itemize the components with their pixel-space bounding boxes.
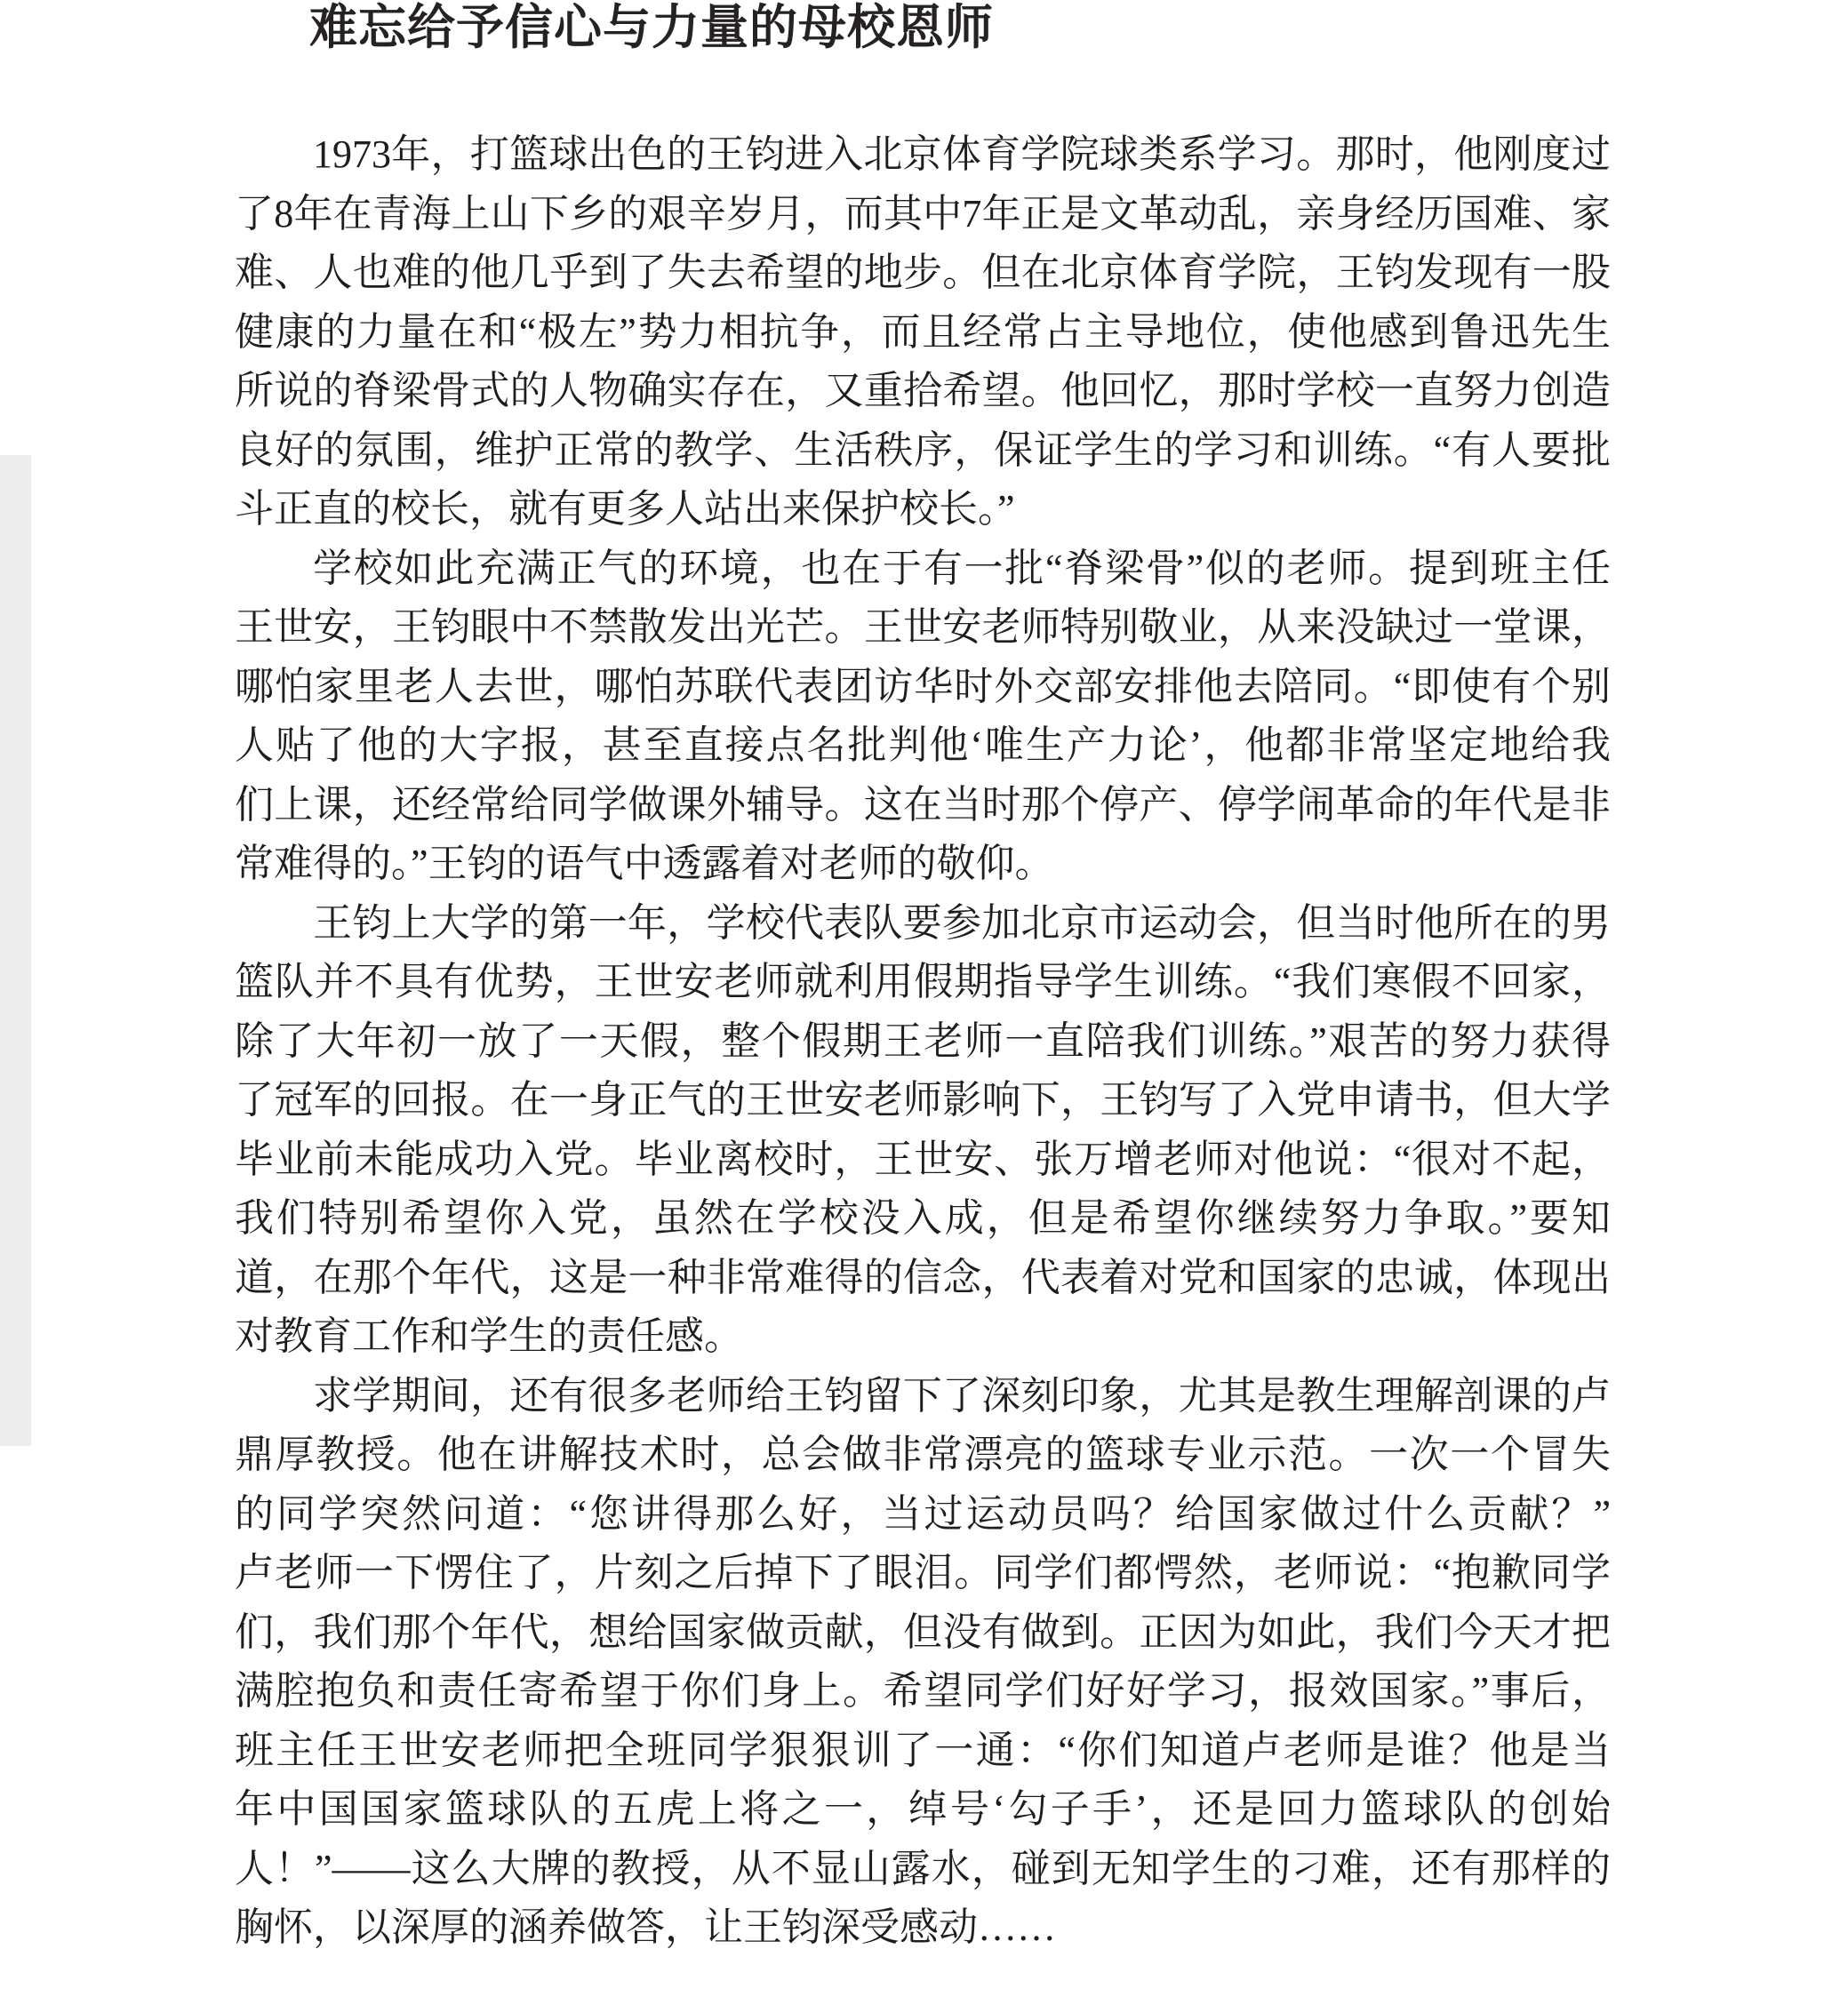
text-line: 年中国国家篮球队的五虎上将之一，绰号‘勾子手’，还是回力篮球队的创始 — [235, 1787, 1611, 1831]
text-line: 满腔抱负和责任寄希望于你们身上。希望同学们好好学习，报效国家。”事后， — [235, 1669, 1611, 1713]
text-line: 斗正直的校长，就有更多人站出来保护校长。” — [235, 487, 1015, 531]
text-line: 常难得的。”王钧的语气中透露着对老师的敬仰。 — [235, 842, 1054, 885]
text-line: 鼎厚教授。他在讲解技术时，总会做非常漂亮的篮球专业示范。一次一个冒失 — [235, 1433, 1611, 1476]
text-line: 王钧上大学的第一年，学校代表队要参加北京市运动会，但当时他所在的男 — [313, 900, 1611, 945]
text-line: 哪怕家里老人去世，哪怕苏联代表团访华时外交部安排他去陪同。“即使有个别 — [235, 664, 1611, 708]
text-line: 人！”——这么大牌的教授，从不显山露水，碰到无知学生的刁难，还有那样的 — [235, 1846, 1611, 1890]
text-line: 所说的脊梁骨式的人物确实存在，又重拾希望。他回忆，那时学校一直努力创造 — [235, 369, 1611, 412]
text-line: 了8年在青海上山下乡的艰辛岁月，而其中7年正是文革动乱，亲身经历国难、家 — [235, 191, 1611, 236]
text-line: 难、人也难的他几乎到了失去希望的地步。但在北京体育学院，王钧发现有一股 — [235, 251, 1611, 294]
text-line: 的同学突然问道：“您讲得那么好，当过运动员吗？给国家做过什么贡献？” — [235, 1491, 1611, 1536]
text-line: 卢老师一下愣住了，片刻之后掉下了眼泪。同学们都愕然，老师说：“抱歉同学 — [235, 1551, 1611, 1594]
article-body — [235, 125, 1611, 1958]
text-line: 班主任王世安老师把全班同学狠狠训了一通：“你们知道卢老师是谁？他是当 — [235, 1728, 1611, 1772]
page-title: 难忘给予信心与力量的母校恩师 — [309, 0, 994, 55]
text-line: 王世安，王钧眼中不禁散发出光芒。王世安老师特别敬业，从来没缺过一堂课， — [235, 605, 1611, 649]
text-line: 了冠军的回报。在一身正气的王世安老师影响下，王钧写了入党申请书，但大学 — [235, 1078, 1611, 1122]
text-line: 毕业前未能成功入党。毕业离校时，王世安、张万增老师对他说：“很对不起， — [235, 1137, 1611, 1181]
text-line: 们，我们那个年代，想给国家做贡献，但没有做到。正因为如此，我们今天才把 — [235, 1610, 1611, 1654]
text-line: 们上课，还经常给同学做课外辅导。这在当时那个停产、停学闹革命的年代是非 — [235, 782, 1611, 827]
text-line: 学校如此充满正气的环境，也在于有一批“脊梁骨”似的老师。提到班主任 — [313, 546, 1611, 590]
text-line: 健康的力量在和“极左”势力相抗争，而且经常占主导地位，使他感到鲁迅先生 — [235, 309, 1611, 354]
scan-edge-artifact — [0, 455, 31, 1446]
text-line: 我们特别希望你入党，虽然在学校没入成，但是希望你继续努力争取。”要知 — [235, 1196, 1611, 1240]
text-line: 求学期间，还有很多老师给王钧留下了深刻印象，尤其是教生理解剖课的卢 — [313, 1373, 1611, 1418]
text-line: 除了大年初一放了一天假，整个假期王老师一直陪我们训练。”艰苦的努力获得 — [235, 1018, 1611, 1063]
text-line: 道，在那个年代，这是一种非常难得的信念，代表着对党和国家的忠诚，体现出 — [235, 1255, 1611, 1299]
text-line: 人贴了他的大字报，甚至直接点名批判他‘唯生产力论’，他都非常坚定地给我 — [235, 723, 1611, 767]
text-line: 良好的氛围，维护正常的教学、生活秩序，保证学生的学习和训练。“有人要批 — [235, 427, 1611, 472]
text-line: 胸怀，以深厚的涵养做答，让王钧深受感动…… — [235, 1905, 1056, 1949]
text-line: 1973年，打篮球出色的王钧进入北京体育学院球类系学习。那时，他刚度过 — [313, 132, 1611, 176]
text-line: 对教育工作和学生的责任感。 — [235, 1314, 743, 1358]
text-line: 篮队并不具有优势，王世安老师就利用假期指导学生训练。“我们寒假不回家， — [235, 960, 1611, 1003]
